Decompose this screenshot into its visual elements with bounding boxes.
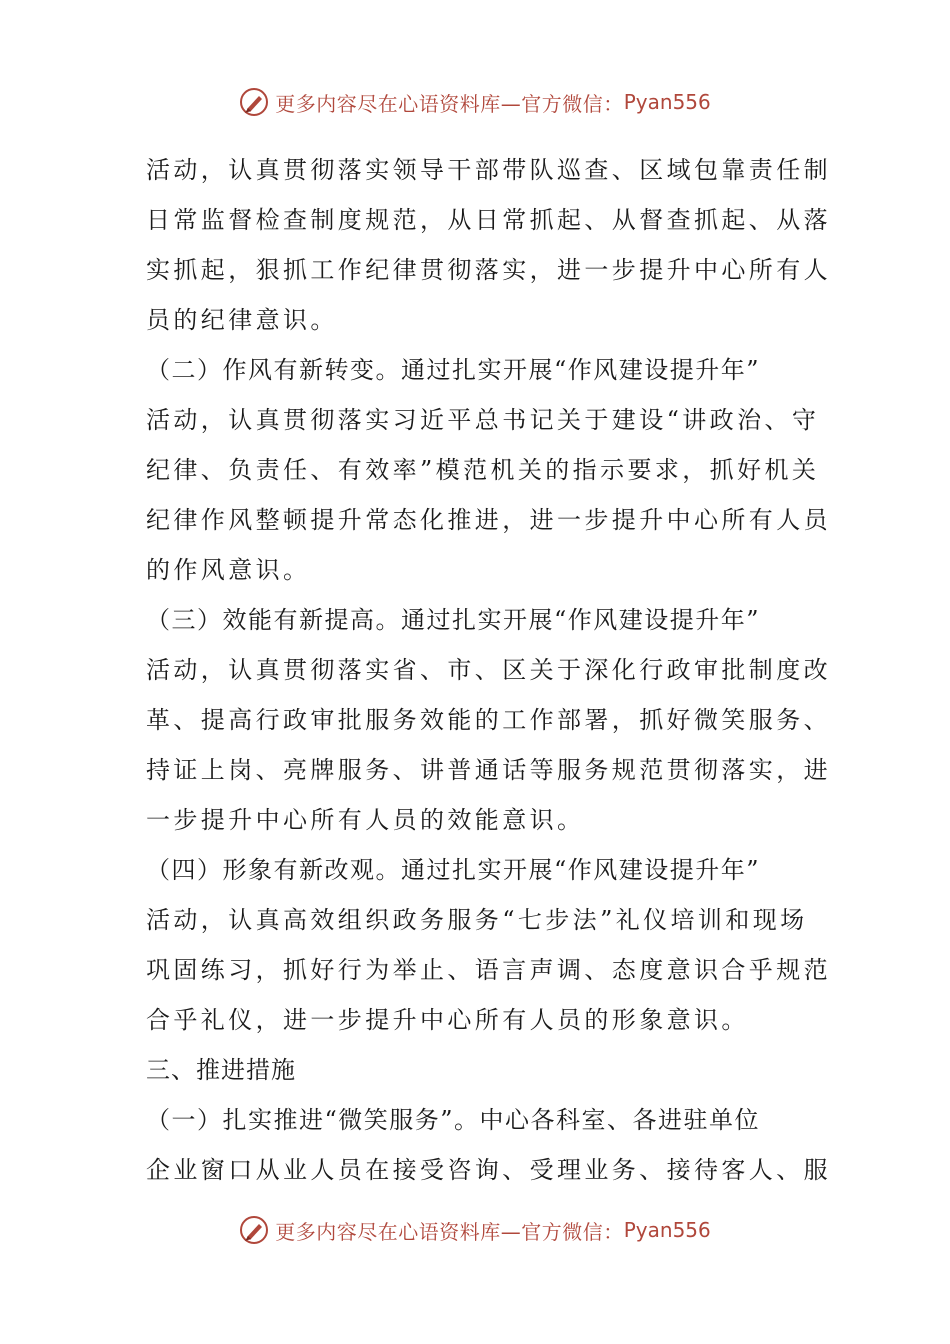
text-line: 实抓起，狠抓工作纪律贯彻落实，进一步提升中心所有人 [146, 256, 831, 284]
section-heading-line: （三）效能有新提高。通过扎实开展“作风建设提升年” [146, 606, 761, 634]
text-line: 革、提高行政审批服务效能的工作部署，抓好微笑服务、 [146, 706, 831, 734]
document-body [146, 145, 831, 1195]
watermark-text: 更多内容尽在心语资料库—官方微信： [275, 91, 624, 116]
section-heading-line: （二）作风有新转变。通过扎实开展“作风建设提升年” [146, 356, 761, 384]
pen-logo-icon [239, 87, 269, 117]
section-heading-line: （四）形象有新改观。通过扎实开展“作风建设提升年” [146, 856, 761, 884]
text-line: 纪律作风整顿提升常态化推进，进一步提升中心所有人员 [146, 506, 831, 534]
text-line: 纪律、负责任、有效率”模范机关的指示要求，抓好机关 [146, 456, 820, 484]
text-line: 活动，认真贯彻落实省、市、区关于深化行政审批制度改 [146, 656, 831, 684]
text-line: 日常监督检查制度规范，从日常抓起、从督查抓起、从落 [146, 206, 831, 234]
text-line: 员的纪律意识。 [146, 306, 338, 334]
watermark-wechat-id: Pyan556 [623, 90, 711, 114]
text-line: 持证上岗、亮牌服务、讲普通话等服务规范贯彻落实，进 [146, 756, 831, 784]
text-line: 合乎礼仪，进一步提升中心所有人员的形象意识。 [146, 1006, 749, 1034]
chapter-heading: 三、推进措施 [146, 1056, 296, 1084]
footer-watermark [0, 1212, 950, 1248]
section-heading-line: （一）扎实推进“微笑服务”。中心各科室、各进驻单位 [146, 1106, 761, 1134]
header-watermark [0, 84, 950, 120]
text-line: 活动，认真贯彻落实习近平总书记关于建设“讲政治、守 [146, 406, 820, 434]
text-line: 活动，认真高效组织政务服务“七步法”礼仪培训和现场 [146, 906, 808, 934]
pen-logo-icon [239, 1215, 269, 1245]
text-line: 一步提升中心所有人员的效能意识。 [146, 806, 585, 834]
text-line: 活动，认真贯彻落实领导干部带队巡查、区域包靠责任制 [146, 156, 831, 184]
text-line: 企业窗口从业人员在接受咨询、受理业务、接待客人、服 [146, 1156, 831, 1184]
watermark-text: 更多内容尽在心语资料库—官方微信： [275, 1219, 624, 1244]
watermark-wechat-id: Pyan556 [623, 1218, 711, 1242]
text-line: 巩固练习，抓好行为举止、语言声调、态度意识合乎规范 [146, 956, 831, 984]
text-line: 的作风意识。 [146, 556, 311, 584]
